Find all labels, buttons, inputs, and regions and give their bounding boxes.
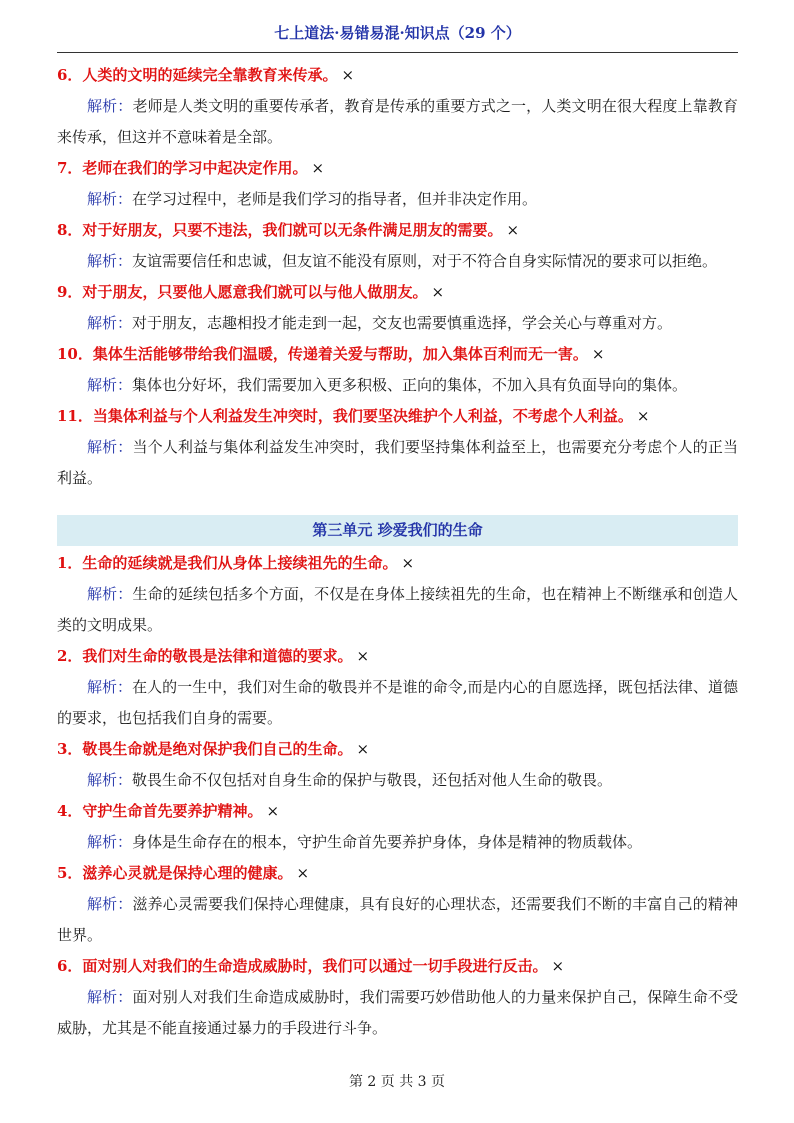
qa-item — [57, 548, 738, 641]
wrong-mark-icon: × — [551, 957, 565, 975]
analysis-label: 解析： — [87, 988, 133, 1006]
analysis-text: 对于朋友，志趣相投才能走到一起，交友也需要慎重选择，学会关心与尊重对方。 — [132, 314, 673, 332]
question — [57, 734, 738, 765]
qa-item — [57, 734, 738, 796]
analysis-label: 解析： — [87, 252, 133, 270]
analysis — [57, 432, 738, 494]
wrong-mark-icon: × — [311, 159, 325, 177]
analysis — [57, 672, 738, 734]
qa-item — [57, 641, 738, 734]
analysis-text: 在学习过程中，老师是我们学习的指导者，但并非决定作用。 — [132, 190, 538, 208]
question-text: 6．人类的文明的延续完全靠教育来传承。 — [57, 66, 338, 84]
qa-item — [57, 858, 738, 951]
analysis-label: 解析： — [87, 833, 133, 851]
items-bottom-list — [57, 548, 738, 1044]
question-text: 8．对于好朋友，只要不违法，我们就可以无条件满足朋友的需要。 — [57, 221, 503, 239]
question-text: 3．敬畏生命就是绝对保护我们自己的生命。 — [57, 740, 353, 758]
qa-item — [57, 277, 738, 339]
qa-item — [57, 60, 738, 153]
qa-item — [57, 951, 738, 1044]
header-title: 七上道法·易错易混·知识点（29 个） — [274, 24, 521, 42]
question — [57, 153, 738, 184]
wrong-mark-icon: × — [636, 407, 650, 425]
analysis-text: 滋养心灵需要我们保持心理健康，具有良好的心理状态，还需要我们不断的丰富自己的精神世界。 — [57, 895, 738, 944]
question-text: 6．面对别人对我们的生命造成威胁时，我们可以通过一切手段进行反击。 — [57, 957, 548, 975]
section-title: 第三单元 珍爱我们的生命 — [57, 515, 738, 546]
qa-item — [57, 796, 738, 858]
analysis-text: 在人的一生中，我们对生命的敬畏并不是谁的命令,而是内心的自愿选择，既包括法律、道德的要求，也包括我们自身的需要。 — [57, 678, 738, 727]
analysis-label: 解析： — [87, 314, 133, 332]
question — [57, 641, 738, 672]
qa-item — [57, 401, 738, 494]
analysis-label: 解析： — [87, 376, 133, 394]
question — [57, 796, 738, 827]
analysis-label: 解析： — [87, 438, 133, 456]
analysis-label: 解析： — [87, 771, 133, 789]
analysis-text: 敬畏生命不仅包括对自身生命的保护与敬畏，还包括对他人生命的敬畏。 — [132, 771, 613, 789]
analysis-label: 解析： — [87, 895, 133, 913]
qa-item — [57, 215, 738, 277]
analysis-text: 身体是生命存在的根本，守护生命首先要养护身体，身体是精神的物质载体。 — [132, 833, 643, 851]
analysis — [57, 827, 738, 858]
qa-item — [57, 153, 738, 215]
content — [57, 60, 738, 1044]
question — [57, 401, 738, 432]
question-text: 11．当集体利益与个人利益发生冲突时，我们要坚决维护个人利益，不考虑个人利益。 — [57, 407, 633, 425]
wrong-mark-icon: × — [431, 283, 445, 301]
wrong-mark-icon: × — [296, 864, 310, 882]
analysis-text: 当个人利益与集体利益发生冲突时，我们要坚持集体利益至上，也需要充分考虑个人的正当利益。 — [57, 438, 738, 487]
analysis-text: 老师是人类文明的重要传承者，教育是传承的重要方式之一，人类文明在很大程度上靠教育来传承，但这并不意味着是全部。 — [57, 97, 738, 146]
analysis — [57, 370, 738, 401]
question — [57, 548, 738, 579]
analysis-label: 解析： — [87, 190, 133, 208]
question — [57, 277, 738, 308]
analysis — [57, 184, 738, 215]
question-text: 7．老师在我们的学习中起决定作用。 — [57, 159, 308, 177]
question — [57, 858, 738, 889]
analysis-text: 集体也分好坏，我们需要加入更多积极、正向的集体，不加入具有负面导向的集体。 — [132, 376, 688, 394]
wrong-mark-icon: × — [401, 554, 415, 572]
question — [57, 60, 738, 91]
analysis-text: 友谊需要信任和忠诚，但友谊不能没有原则，对于不符合自身实际情况的要求可以拒绝。 — [132, 252, 718, 270]
page-number: 第 2 页 共 3 页 — [348, 1074, 446, 1090]
question-text: 4．守护生命首先要养护精神。 — [57, 802, 263, 820]
analysis-text: 面对别人对我们生命造成威胁时，我们需要巧妙借助他人的力量来保护自己，保障生命不受威胁，尤其是不能直接通过暴力的手段进行斗争。 — [57, 988, 738, 1037]
analysis-label: 解析： — [87, 585, 133, 603]
wrong-mark-icon: × — [506, 221, 520, 239]
page-header — [57, 18, 738, 53]
analysis — [57, 765, 738, 796]
question-text: 10．集体生活能够带给我们温暖，传递着关爱与帮助，加入集体百利而无一害。 — [57, 345, 588, 363]
analysis-label: 解析： — [87, 678, 133, 696]
analysis — [57, 889, 738, 951]
analysis — [57, 982, 738, 1044]
question-text: 1．生命的延续就是我们从身体上接续祖先的生命。 — [57, 554, 398, 572]
analysis-label: 解析： — [87, 97, 133, 115]
question-text: 5．滋养心灵就是保持心理的健康。 — [57, 864, 293, 882]
question — [57, 951, 738, 982]
analysis — [57, 246, 738, 277]
question-text: 2．我们对生命的敬畏是法律和道德的要求。 — [57, 647, 353, 665]
wrong-mark-icon: × — [356, 647, 370, 665]
analysis — [57, 91, 738, 153]
wrong-mark-icon: × — [266, 802, 280, 820]
items-top-list — [57, 60, 738, 494]
question-text: 9．对于朋友，只要他人愿意我们就可以与他人做朋友。 — [57, 283, 428, 301]
question — [57, 215, 738, 246]
analysis — [57, 579, 738, 641]
qa-item — [57, 339, 738, 401]
wrong-mark-icon: × — [356, 740, 370, 758]
wrong-mark-icon: × — [341, 66, 355, 84]
wrong-mark-icon: × — [591, 345, 605, 363]
question — [57, 339, 738, 370]
analysis-text: 生命的延续包括多个方面，不仅是在身体上接续祖先的生命，也在精神上不断继承和创造人类的文明成果。 — [57, 585, 738, 634]
analysis — [57, 308, 738, 339]
